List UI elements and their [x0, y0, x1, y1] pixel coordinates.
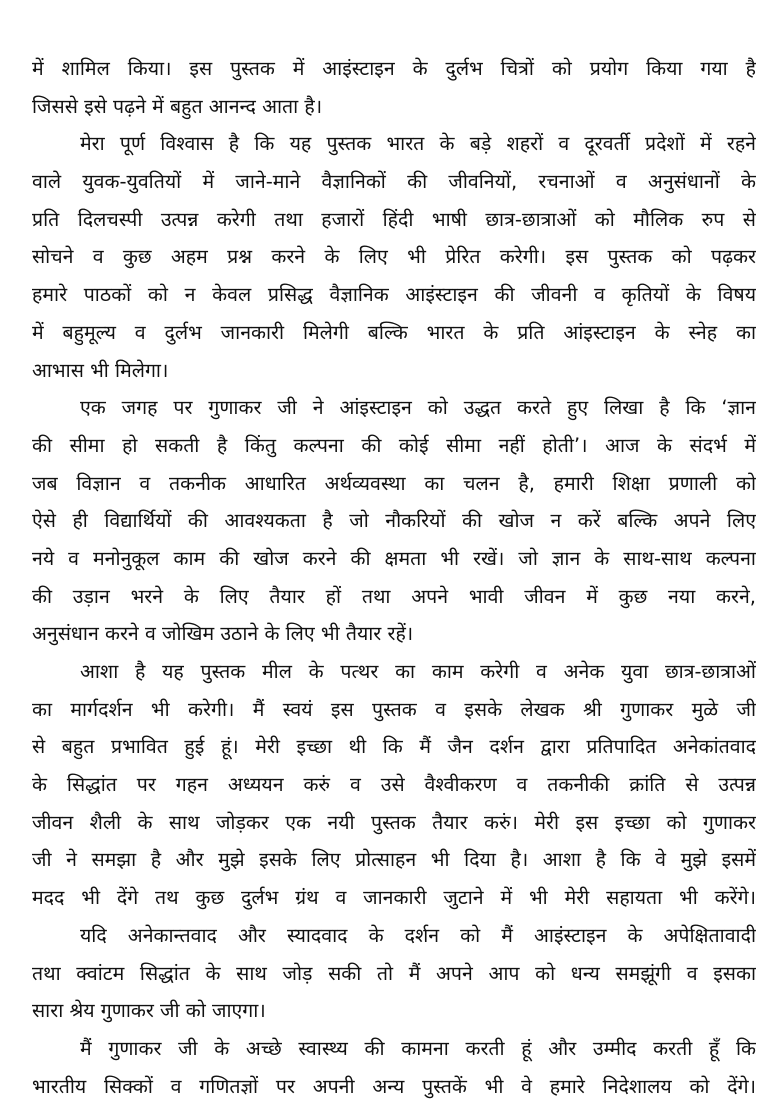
text-line: में बहुमूल्य व दुर्लभ जानकारी मिलेगी बल्कि भारत के प्रति आंइस्टाइन के स्नेह का [32, 320, 756, 344]
text-line: अनुसंधान करने व जोखिम उठाने के लिए भी तैयार रहें। [32, 622, 414, 646]
text-line: मदद भी देंगे तथ कुछ दुर्लभ ग्रंथ व जानकारी जुटाने में भी मेरी सहायता भी करेंगे। [32, 886, 756, 910]
text-line: का मार्गदर्शन भी करेगी। मैं स्वयं इस पुस्तक व इसके लेखक श्री गुणाकर मुळे जी [32, 697, 756, 721]
text-line: से बहुत प्रभावित हुई हूं। मेरी इच्छा थी कि मैं जैन दर्शन द्वारा प्रतिपादित अनेकांतवाद [32, 735, 756, 759]
text-line: जब विज्ञान व तकनीक आधारित अर्थव्यवस्था का चलन है, हमारी शिक्षा प्रणाली को [32, 471, 756, 495]
text-line: मेरा पूर्ण विश्वास है कि यह पुस्तक भारत के बड़े शहरों व दूरवर्ती प्रदेशों में रहने [80, 132, 756, 156]
paragraph [32, 50, 756, 125]
text-line: ऐसे ही विद्यार्थियों की आवश्यकता है जो नौकरियों की खोज न करें बल्कि अपने लिए [32, 509, 756, 533]
text-line: भारतीय सिक्कों व गणितज्ञों पर अपनी अन्य पुस्तकें भी वे हमारे निदेशालय को देंगे। [32, 1074, 756, 1098]
text-line: वाले युवक-युवतियों में जाने-माने वैज्ञानिकों की जीवनियों, रचनाओं व अनुसंधानों के [32, 170, 756, 194]
paragraph [32, 389, 756, 653]
text-line: एक जगह पर गुणाकर जी ने आंइस्टाइन को उद्धत करते हुए लिखा है कि ‘ज्ञान [80, 396, 756, 420]
text-line: जीवन शैली के साथ जोड़कर एक नयी पुस्तक तैयार करुं। मेरी इस इच्छा को गुणाकर [32, 810, 756, 834]
text-line: तथा क्वांटम सिद्धांत के साथ जोड़ सकी तो मैं अपने आप को धन्य समझूंगी व इसका [32, 961, 756, 985]
text-line: जिससे इसे पढ़ने में बहुत आनन्द आता है। [32, 94, 323, 118]
text-line: सोचने व कुछ अहम प्रश्न करने के लिए भी प्रेरित करेगी। इस पुस्तक को पढ़कर [32, 245, 756, 269]
text-line: प्रति दिलचस्पी उत्पन्न करेगी तथा हजारों हिंदी भाषी छात्र-छात्राओं को मौलिक रुप से [32, 207, 756, 231]
paragraph [32, 653, 756, 917]
text-line: जी ने समझा है और मुझे इसके लिए प्रोत्साहन भी दिया है। आशा है कि वे मुझे इसमें [32, 848, 756, 872]
text-line: आभास भी मिलेगा। [32, 358, 169, 382]
text-line: में शामिल किया। इस पुस्तक में आइंस्टाइन के दुर्लभ चित्रों को प्रयोग किया गया है [32, 57, 756, 80]
text-line: के सिद्धांत पर गहन अध्ययन करुं व उसे वैश्वीकरण व तकनीकी क्रांति से उत्पन्न [32, 773, 756, 797]
document-page [32, 50, 756, 1105]
text-line: आशा है यह पुस्तक मील के पत्थर का काम करेगी व अनेक युवा छात्र-छात्राओं [80, 660, 756, 683]
paragraph [32, 917, 756, 1030]
paragraph [32, 1030, 756, 1105]
text-line: की उड़ान भरने के लिए तैयार हों तथा अपने भावी जीवन में कुछ नया करने, [32, 584, 756, 608]
text-line: यदि अनेकान्तवाद और स्यादवाद के दर्शन को मैं आइंस्टाइन के अपेक्षितावादी [80, 923, 756, 947]
text-line: नये व मनोनुकूल काम की खोज करने की क्षमता भी रखें। जो ज्ञान के साथ-साथ कल्पना [32, 546, 756, 570]
text-line: सारा श्रेय गुणाकर जी को जाएगा। [32, 999, 266, 1023]
paragraph [32, 125, 756, 389]
text-line: मैं गुणाकर जी के अच्छे स्वास्थ्य की कामना करती हूं और उम्मीद करती हूँ कि [80, 1036, 756, 1060]
text-line: हमारे पाठकों को न केवल प्रसिद्ध वैज्ञानिक आइंस्टाइन की जीवनी व कृतियों के विषय [32, 283, 756, 307]
text-line: की सीमा हो सकती है किंतु कल्पना की कोई सीमा नहीं होती’। आज के संदर्भ में [32, 433, 756, 457]
